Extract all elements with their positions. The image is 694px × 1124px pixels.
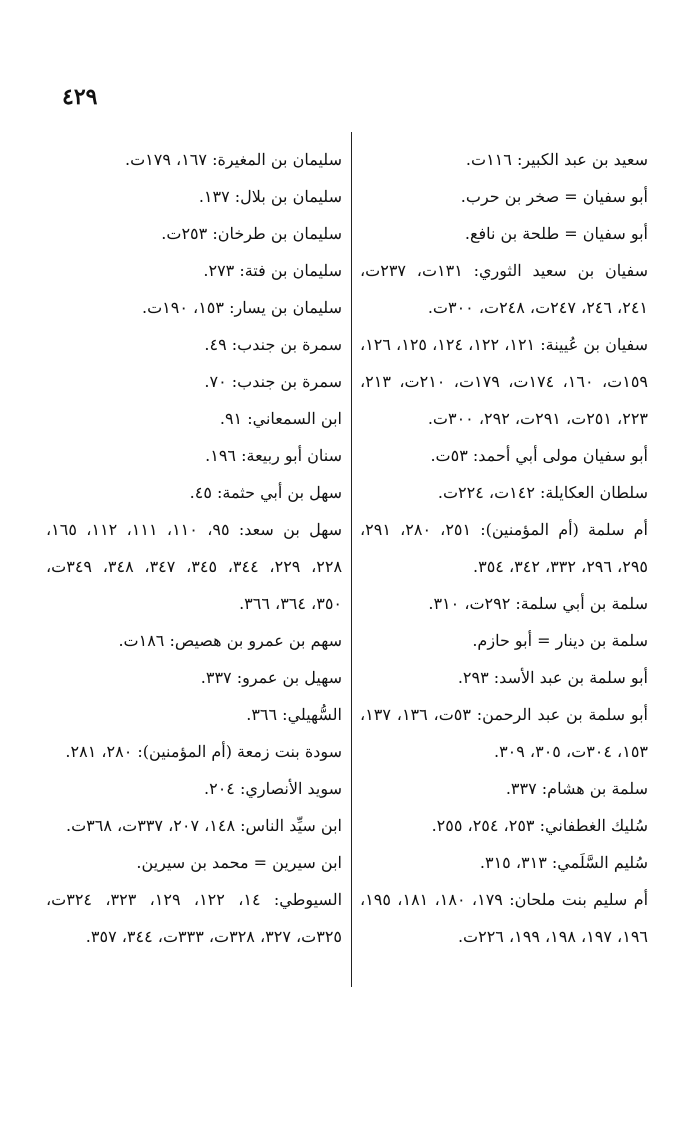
index-entry: ابن سيِّد الناس: ١٤٨، ٢٠٧، ٣٣٧ت، ٣٦٨ت.: [65, 816, 342, 835]
index-entry: سهم بن عمرو بن هصيص: ١٨٦ت.: [118, 631, 342, 650]
index-entry: سفيان بن سعيد الثوري: ١٣١ت، ٢٣٧ت، ٢٤١، ٢٤٦، ٢٤٧ت، ٢٤٨ت، ٣٠٠ت.: [360, 261, 649, 317]
index-entry: السيوطي: ١٤، ١٢٢، ١٢٩، ٣٢٣، ٣٢٤ت، ٣٢٥ت، ٣٢٧، ٣٢٨ت، ٣٣٣ت، ٣٤٤، ٣٥٧.: [46, 890, 343, 946]
index-entry: سنان أبو ربيعة: ١٩٦.: [205, 446, 342, 465]
index-entry: سهل بن سعد: ٩٥، ١١٠، ١١١، ١١٢، ١٦٥، ٢٢٨، ٢٢٩، ٣٤٤، ٣٤٥، ٣٤٧، ٣٤٨، ٣٤٩ت، ٣٥٠، ٣٦٤، ٣٦٦.: [46, 520, 343, 613]
index-entry: سليمان بن يسار: ١٥٣، ١٩٠ت.: [142, 298, 342, 317]
index-entry: أبو سلمة بن عبد الرحمن: ٥٣ت، ١٣٦، ١٣٧، ١٥٣، ٣٠٤ت، ٣٠٥، ٣٠٩.: [360, 705, 649, 761]
index-entry: سليمان بن بلال: ١٣٧.: [198, 187, 342, 206]
index-entry: سلمة بن هشام: ٣٣٧.: [505, 779, 648, 798]
index-entry: أبو سفيان = صخر بن حرب.: [460, 187, 648, 206]
index-entry: سفيان بن عُيينة: ١٢١، ١٢٢، ١٢٤، ١٢٥، ١٢٦، ١٥٩ت، ١٦٠، ١٧٤ت، ١٧٩ت، ٢١٠ت، ٢١٣، ٢٢٣، ٢٥١ت، ٢٩١ت، ٢٩٢، ٣٠٠ت.: [360, 335, 649, 428]
index-entry: سهل بن أبي حثمة: ٤٥.: [189, 483, 342, 502]
index-entry: السُّهيلي: ٣٦٦.: [246, 705, 342, 724]
index-entry: أم سلمة (أم المؤمنين): ٢٥١، ٢٨٠، ٢٩١، ٢٩٥، ٢٩٦، ٣٣٢، ٣٤٢، ٣٥٤.: [360, 520, 648, 576]
index-entry: أبو سفيان مولى أبي أحمد: ٥٣ت.: [430, 446, 648, 465]
index-entry: سمرة بن جندب: ٧٠.: [204, 372, 342, 391]
column-divider: [351, 132, 352, 987]
index-entry: سليمان بن المغيرة: ١٦٧، ١٧٩ت.: [125, 150, 342, 169]
index-entry: سلمة بن أبي سلمة: ٢٩٢ت، ٣١٠.: [428, 594, 648, 613]
index-entry: سمرة بن جندب: ٤٩.: [204, 335, 342, 354]
index-entry: سلطان العكايلة: ١٤٢ت، ٢٢٤ت.: [437, 483, 648, 502]
index-entry: سهيل بن عمرو: ٣٣٧.: [200, 668, 342, 687]
index-entry: سليمان بن فتة: ٢٧٣.: [203, 261, 342, 280]
page-number: ٤٢٩: [62, 84, 98, 110]
index-entry: أبو سفيان = طلحة بن نافع.: [464, 224, 648, 243]
index-entry: ابن السمعاني: ٩١.: [219, 409, 342, 428]
index-entry: أم سليم بنت ملحان: ١٧٩، ١٨٠، ١٨١، ١٩٥، ١٩٦، ١٩٧، ١٩٨، ١٩٩، ٢٢٦ت.: [360, 890, 649, 946]
index-entry: سليمان بن طرخان: ٢٥٣ت.: [161, 224, 342, 243]
index-entry: سُليك الغطفاني: ٢٥٣، ٢٥٤، ٢٥٥.: [431, 816, 648, 835]
index-entry: سويد الأنصاري: ٢٠٤.: [204, 779, 342, 798]
left-column: [46, 141, 342, 955]
index-entry: ابن سيرين = محمد بن سيرين.: [136, 853, 342, 872]
index-entry: سودة بنت زمعة (أم المؤمنين): ٢٨٠، ٢٨١.: [65, 742, 342, 761]
index-entry: سُليم السَّلَمي: ٣١٣، ٣١٥.: [479, 853, 648, 872]
index-entry: سعيد بن عبد الكبير: ١١٦ت.: [465, 150, 648, 169]
index-entry: أبو سلمة بن عبد الأسد: ٢٩٣.: [457, 668, 648, 687]
index-entry: سلمة بن دينار = أبو حازم.: [472, 631, 648, 650]
right-column: [360, 141, 648, 955]
